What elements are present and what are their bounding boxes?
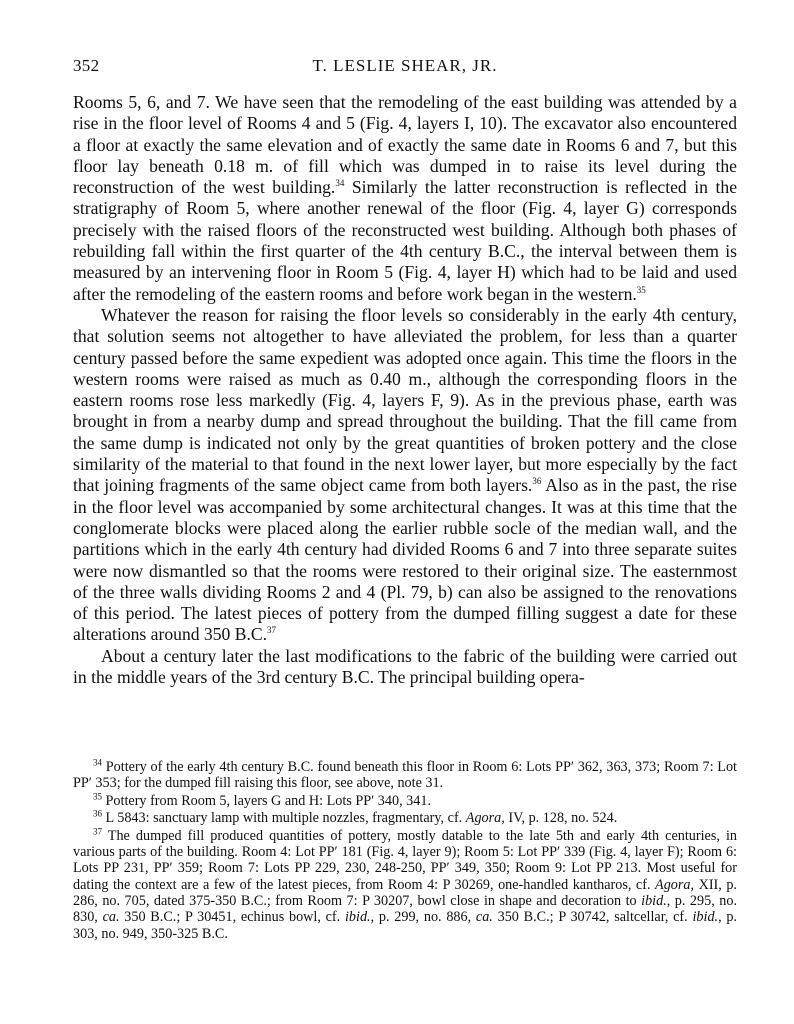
footnote — [73, 810, 737, 826]
text-run: L 5843: sanctuary lamp with multiple nozzles, fragmentary, cf. — [102, 810, 466, 827]
text-run: , p. 299, no. 886, — [370, 909, 476, 926]
text-run: About a century later the last modifications to the fabric of the building were carried out in the middle years of the 3rd century B.C. The principal building opera- — [73, 645, 737, 688]
note-ref: 36 — [532, 476, 542, 487]
text-run: Also as in the past, the rise in the floor level was accompanied by some architectural changes. It was at this time that the conglomerate blocks were placed along the earlier rubble socle of the median wall, and the partitions which in the early 4th century had divided Rooms 6 and 7 into three separate suites were now dismantled so that the rooms were restored to their original size. The easternmost of the three walls dividing Rooms 2 and 4 (Pl. 79, b) can also be assigned to the renovations of this period. The latest pieces of pottery from the dumped filling suggest a date for these alterations around 350 B.C. — [73, 475, 737, 645]
footnote — [73, 828, 737, 942]
footnote — [73, 759, 737, 792]
note-ref: 35 — [93, 791, 102, 802]
text-run: Pottery from Room 5, layers G and H: Lots PP′ 340, 341. — [102, 792, 432, 809]
page-number: 352 — [73, 56, 100, 75]
paragraph — [73, 646, 737, 689]
italic-text: ibid. — [641, 892, 667, 909]
note-ref: 35 — [636, 284, 646, 295]
footnotes — [73, 759, 737, 943]
footnote — [73, 793, 737, 809]
paragraph — [73, 92, 737, 305]
text-run: The dumped fill produced quantities of pottery, mostly datable to the late 5th and early 4th centuries, in various parts of the building. Room 4: Lot PP′ 181 (Fig. 4, layer 9); Room 5: Lot PP′ 339 (Fig. 4, layer F); Room 6: Lots PP 231, PP′ 359; Room 7: Lots PP 229, 230, 248-250, PP′ 349, 350; Room 9: Lot PP 213. Most useful for dating the context are a few of the latest pieces, from Room 4: P 30269, one-handled kantharos, cf. — [73, 827, 737, 893]
italic-text: ibid. — [344, 909, 371, 926]
text-run: IV, p. 128, no. 524. — [504, 810, 618, 827]
note-ref: 37 — [93, 826, 102, 837]
page-header — [73, 56, 737, 78]
note-ref: 37 — [267, 625, 276, 636]
main-text — [73, 92, 737, 688]
text-run: , p. 303, no. 949, 350-325 B.C. — [73, 909, 738, 942]
text-run: Similarly the latter reconstruction is reflected in the stratigraphy of Room 5, where another renewal of the floor (Fig. 4, layer G) corresponds precisely with the raised floors of the reconstructed west building. Although both phases of rebuilding fall within the first quarter of the 4th century B.C., the interval between them is measured by an intervening floor in Room 5 (Fig. 4, layer H) which had to be laid and used after the remodeling of the eastern rooms and before work began in the western. — [73, 177, 737, 304]
paragraph — [73, 305, 737, 646]
note-ref: 34 — [335, 178, 345, 189]
text-run: 350 B.C.; P 30742, saltcellar, cf. — [492, 909, 693, 926]
text-run: , p. 295, no. 830, — [73, 892, 737, 926]
italic-text: Agora, — [655, 876, 695, 893]
text-run: XII, p. 286, no. 705, dated 375-350 B.C.; from Room 7: P 30207, bowl close in shape and decoration to — [73, 876, 737, 909]
italic-text: ibid. — [692, 909, 719, 926]
italic-text: ca. — [475, 909, 493, 926]
text-run: Pottery of the early 4th century B.C. found beneath this floor in Room 6: Lots PP′ 362, 363, 373; Room 7: Lot PP′ 353; for the dumped fill raising this floor, see above, note 31. — [73, 759, 737, 792]
running-head: T. LESLIE SHEAR, JR. — [312, 56, 498, 75]
italic-text: ca. — [102, 909, 120, 926]
italic-text: Agora, — [465, 810, 505, 827]
note-ref: 36 — [93, 808, 102, 819]
note-ref: 34 — [93, 757, 102, 768]
text-run: Whatever the reason for raising the floor levels so considerably in the early 4th century, that solution seems not altogether to have alleviated the problem, for less than a quarter century passed before the same expedient was adopted once again. This time the floors in the western rooms were raised as much as 0.40 m., although the corresponding floors in the eastern rooms rose less markedly (Fig. 4, layers F, 9). As in the previous phase, earth was brought in from a nearby dump and spread throughout the building. That the fill came from the same dump is indicated not only by the great quantities of broken pottery and the close similarity of the material to that found in the next lower layer, but more especially by the fact that joining fragments of the same object came from both layers. — [73, 304, 737, 496]
text-run: 350 B.C.; P 30451, echinus bowl, cf. — [119, 909, 345, 926]
text-run: Rooms 5, 6, and 7. We have seen that the remodeling of the east building was attended by a rise in the floor level of Rooms 4 and 5 (Fig. 4, layers I, 10). The excavator also encountered a floor at exactly the same elevation and of exactly the same date in Rooms 6 and 7, but this floor lay beneath 0.18 m. of fill which was dumped in to raise its level during the reconstruction of the west building. — [73, 92, 737, 198]
